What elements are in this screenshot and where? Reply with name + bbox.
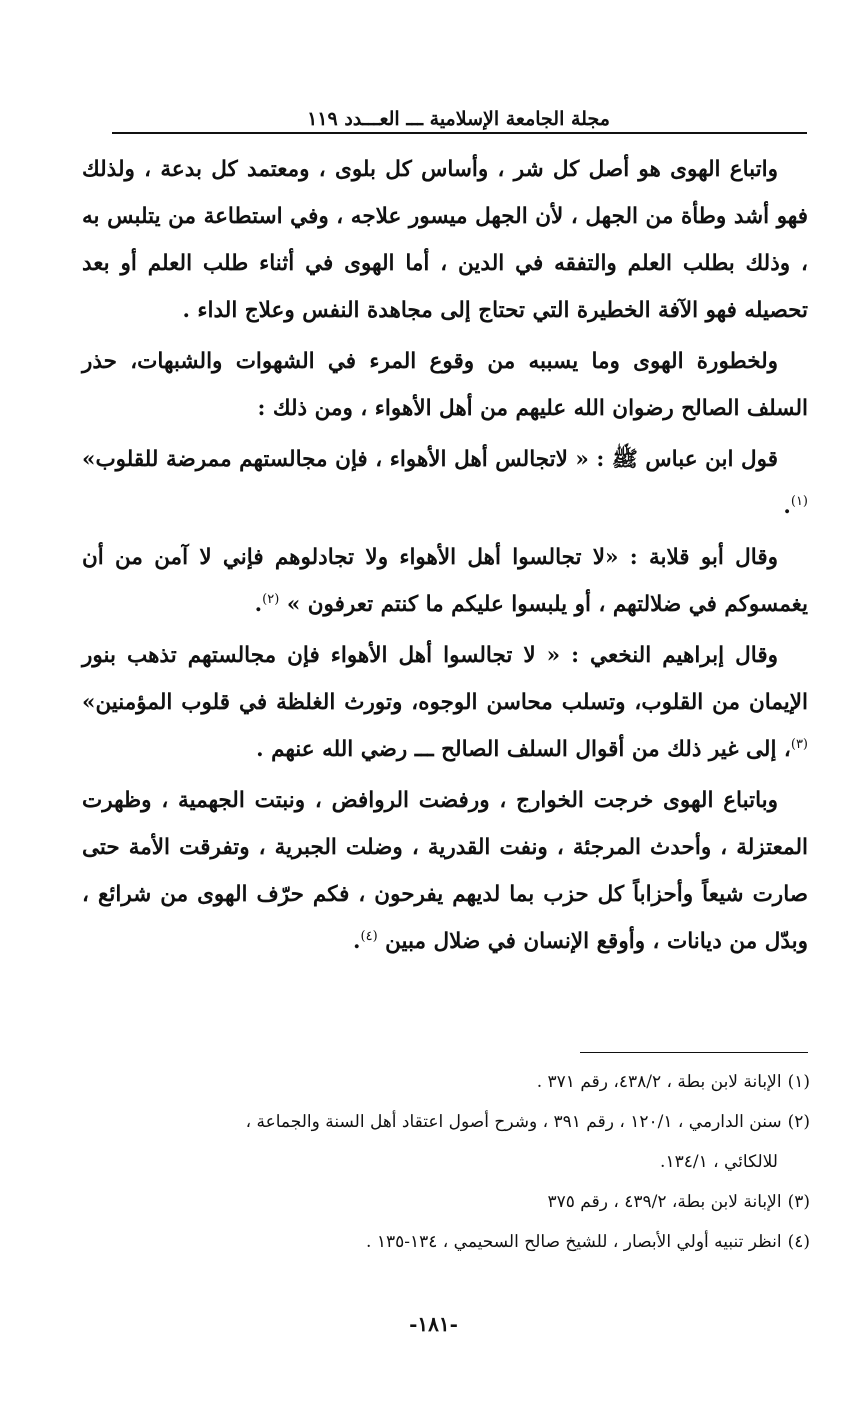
footnote-number: (١) <box>787 1072 810 1092</box>
main-text <box>82 146 808 969</box>
footnote-text: الإبانة لابن بطة ، ٤٣٨/٢، رقم ٣٧١ . <box>536 1072 782 1092</box>
paragraph-4 <box>82 534 808 628</box>
paragraph-text: وباتباع الهوى خرجت الخوارج ، ورفضت الروافض ، ونبتت الجهمية ، وظهرت المعتزلة ، وأحدث المرجئة ، ونفت القدرية ، وضلت الجبرية ، وتفرقت الأمة حتى صارت شيعاً وأحزاباً كل حزب بما لديهم يفرحون ، فكم حرّف الهوى من شرائع ، وبدّل من ديانات ، وأوقع الإنسان في ضلال مبين <box>82 788 808 954</box>
footnote-ref-1[interactable]: (١) <box>790 493 808 509</box>
footnote-ref-4[interactable]: (٤) <box>360 928 378 944</box>
paragraph-tail: ، إلى غير ذلك من أقوال السلف الصالح ـــ رضي الله عنهم . <box>256 737 791 762</box>
paragraph-2 <box>82 338 808 432</box>
paragraph-3 <box>82 436 808 530</box>
header-divider <box>112 132 807 134</box>
footnote-divider <box>580 1052 808 1053</box>
paragraph-text: وقال أبو قلابة : «لا تجالسوا أهل الأهواء ولا تجادلوهم فإني لا آمن من أن يغمسوكم في ضلالتهم ، أو يلبسوا عليكم ما كنتم تعرفون » <box>82 545 808 617</box>
footnote-text: انظر تنبيه أولي الأبصار ، للشيخ صالح السحيمي ، ١٣٤-١٣٥ . <box>366 1232 782 1252</box>
footnote-4 <box>82 1222 810 1262</box>
footnote-2 <box>82 1102 810 1142</box>
paragraph-text: قول ابن عباس ﷺ : « لاتجالس أهل الأهواء ، فإن مجالستهم ممرضة للقلوب» <box>82 447 778 472</box>
running-header <box>110 96 807 130</box>
footnote-text: سنن الدارمي ، ١٢٠/١ ، رقم ٣٩١ ، وشرح أصول اعتقاد أهل السنة والجماعة ، <box>245 1112 782 1132</box>
paragraph-5 <box>82 632 808 773</box>
footnote-text: للالكائي ، ١٣٤/١. <box>660 1152 778 1172</box>
journal-title: مجلة الجامعة الإسلامية ـــ العـــدد ١١٩ <box>307 108 610 130</box>
footnote-number: (٤) <box>787 1232 810 1252</box>
paragraph-1 <box>82 146 808 334</box>
footnote-3 <box>82 1182 810 1222</box>
paragraph-tail: . <box>783 494 791 519</box>
page-number: -١٨١- <box>409 1312 458 1336</box>
footnote-number: (٢) <box>787 1112 810 1132</box>
footnotes <box>82 1062 810 1262</box>
paragraph-tail: . <box>353 929 361 954</box>
paragraph-text: وقال إبراهيم النخعي : « لا تجالسوا أهل الأهواء فإن مجالستهم تذهب بنور الإيمان من القلوب، وتسلب محاسن الوجوه، وتورث الغلظة في قلوب المؤمنين» <box>82 643 808 715</box>
footnote-number: (٣) <box>787 1192 810 1212</box>
footnote-ref-2[interactable]: (٢) <box>262 591 280 607</box>
footnote-2-continuation <box>82 1142 810 1182</box>
footnote-1 <box>82 1062 810 1102</box>
paragraph-tail: . <box>254 592 263 617</box>
paragraph-text: ولخطورة الهوى وما يسببه من وقوع المرء في الشهوات والشبهات، حذر السلف الصالح رضوان الله عليهم من أهل الأهواء ، ومن ذلك : <box>82 349 808 421</box>
footnote-text: الإبانة لابن بطة، ٤٣٩/٢ ، رقم ٣٧٥ <box>547 1192 782 1212</box>
footnote-ref-3[interactable]: (٣) <box>790 736 808 752</box>
paragraph-6 <box>82 777 808 965</box>
paragraph-text: واتباع الهوى هو أصل كل شر ، وأساس كل بلوى ، ومعتمد كل بدعة ، ولذلك فهو أشد وطأة من الجهل ، لأن الجهل ميسور علاجه ، وفي استطاعة من يتلبس به ، وذلك بطلب العلم والتفقه في الدين ، أما الهوى في أثناء طلب العلم أو بعد تحصيله فهو الآفة الخطيرة التي تحتاج إلى مجاهدة النفس وعلاج الداء . <box>82 157 808 323</box>
